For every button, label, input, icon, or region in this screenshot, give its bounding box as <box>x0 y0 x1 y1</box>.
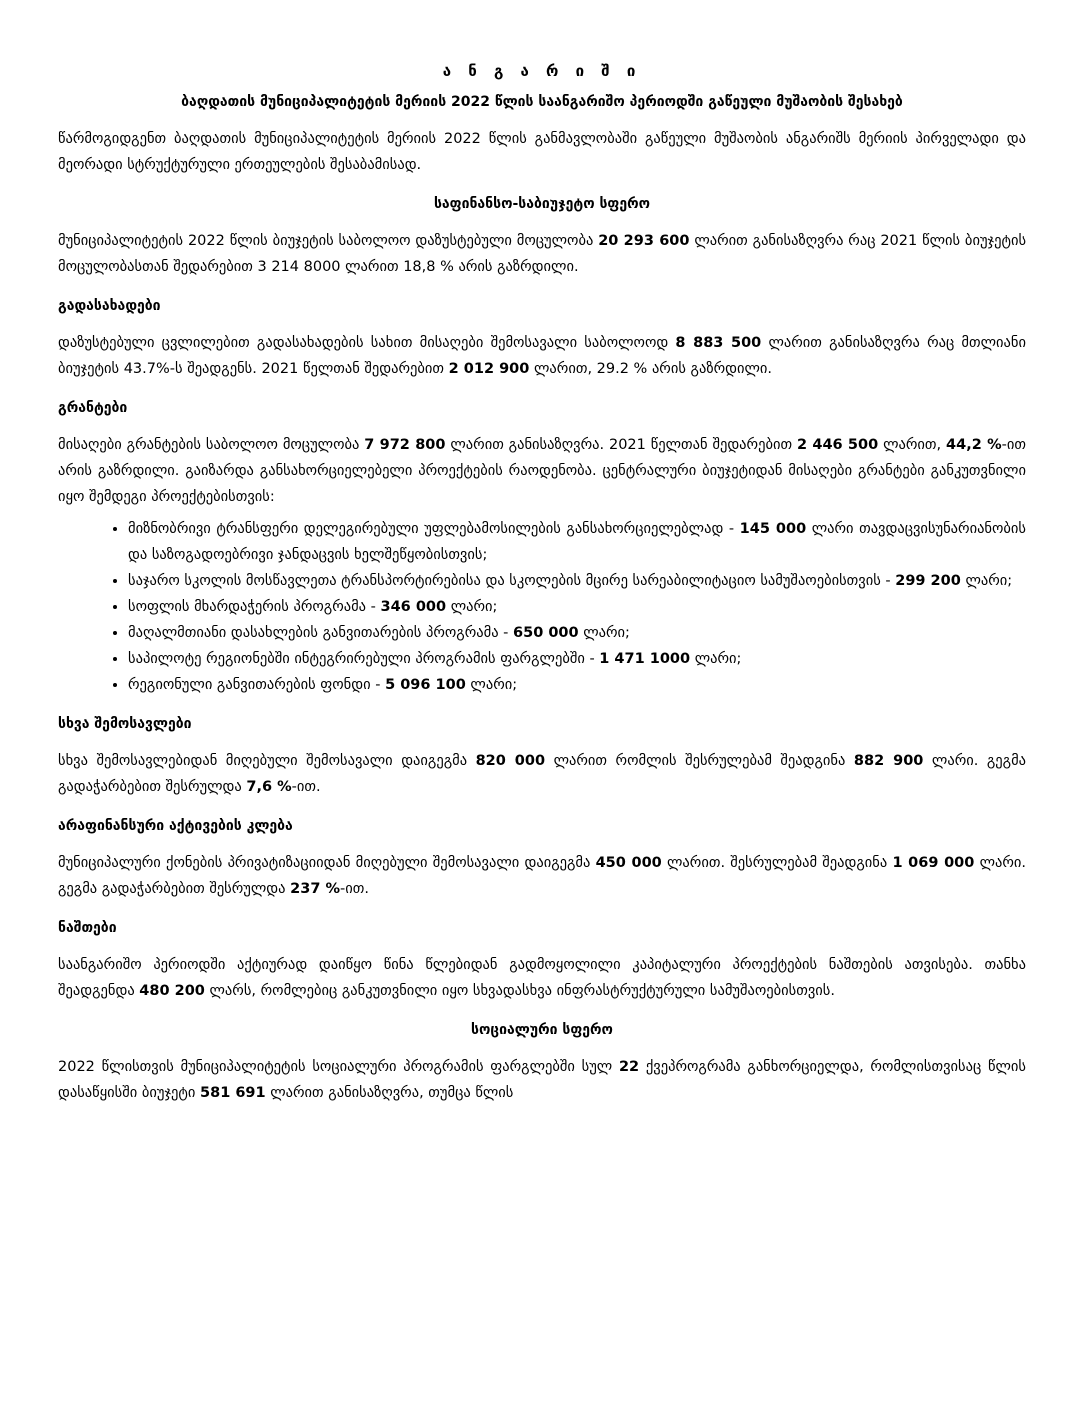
list-item: • მაღალმთიანი დასახლების განვითარების პროგრამა - 650 000 ლარი; <box>128 620 1026 646</box>
grants-heading: გრანტები <box>58 400 128 416</box>
document-subtitle: ბაღდათის მუნიციპალიტეტის მერიის 2022 წლის საანგარიშო პერიოდში გაწეული მუშაობის შესახებ <box>181 94 903 110</box>
other-income-heading: სხვა შემოსავლები <box>58 716 192 732</box>
balances-heading: ნაშთები <box>58 920 117 936</box>
document-page <box>58 62 1026 1106</box>
taxes-paragraph: დაზუსტებული ცვლილებით გადასახადების სახით მისაღები შემოსავალი საბოლოოდ 8 883 500 ლარით განისაზღვრა რაც მთლიანი ბიუჯეტის 43.7%-ს შეადგენს. 2021 წელთან შედარებით 2 012 900 ლარით, 29.2 % არის გაზრდილი. <box>58 335 1027 377</box>
list-item: • საჯარო სკოლის მოსწავლეთა ტრანსპორტირებისა და სკოლების მცირე სარეაბილიტაციო სამუშაოებისთვის - 299 200 ლარი; <box>128 568 1026 594</box>
list-item: • საპილოტე რეგიონებში ინტეგრირებული პროგრამის ფარგლებში - 1 471 1000 ლარი; <box>128 646 1026 672</box>
grants-list <box>58 516 1026 698</box>
nonfinancial-assets-heading: არაფინანსური აქტივების კლება <box>58 818 293 834</box>
social-section-heading: სოციალური სფერო <box>471 1022 613 1038</box>
social-paragraph: 2022 წლისთვის მუნიციპალიტეტის სოციალური პროგრამის ფარგლებში სულ 22 ქვეპროგრამა განხორციელდა, რომლისთვისაც წლის დასაწყისში ბიუჯეტი 581 691 ლარით განისაზღვრა, თუმცა წლის <box>58 1059 1026 1101</box>
finance-section-heading: საფინანსო-საბიუჯეტო სფერო <box>433 196 651 212</box>
taxes-heading: გადასახადები <box>58 298 161 314</box>
other-income-paragraph: სხვა შემოსავლებიდან მიღებული შემოსავალი დაიგეგმა 820 000 ლარით რომლის შესრულებამ შეადგინა 882 900 ლარი. გეგმა გადაჭარბებით შესრულდა 7,6 %-ით. <box>58 753 1027 795</box>
grants-paragraph: მისაღები გრანტების საბოლოო მოცულობა 7 972 800 ლარით განისაზღვრა. 2021 წელთან შედარებით 2 446 500 ლარით, 44,2 %-ით არის გაზრდილი. გაიზარდა განსახორციელებელი პროექტების რაოდენობა. ცენტრალური ბიუჯეტიდან მისაღები გრანტები განკუთვნილი იყო შემდეგი პროექტებისთვის: <box>58 437 1027 505</box>
list-item: • სოფლის მხარდაჭერის პროგრამა - 346 000 ლარი; <box>128 594 1026 620</box>
list-item: • რეგიონული განვითარების ფონდი - 5 096 100 ლარი; <box>128 672 1026 698</box>
nonfinancial-assets-paragraph: მუნიციპალური ქონების პრივატიზაციიდან მიღებული შემოსავალი დაიგეგმა 450 000 ლარით. შესრულებამ შეადგინა 1 069 000 ლარი. გეგმა გადაჭარბებით შესრულდა 237 %-ით. <box>58 855 1027 897</box>
document-title: ა ნ გ ა რ ი შ ი <box>442 62 642 80</box>
balances-paragraph: საანგარიშო პერიოდში აქტიურად დაიწყო წინა წლებიდან გადმოყოლილი კაპიტალური პროექტების ნაშთების ათვისება. თანხა შეადგენდა 480 200 ლარს, რომლებიც განკუთვნილი იყო სხვადასხვა ინფრასტრუქტურული სამუშაოებისთვის. <box>58 957 1026 999</box>
intro-paragraph: წარმოგიდგენთ ბაღდათის მუნიციპალიტეტის მერიის 2022 წლის განმავლობაში გაწეული მუშაობის ანგარიშს მერიის პირველადი და მეორადი სტრუქტურული ერთეულების შესაბამისად. <box>58 131 1026 173</box>
list-item: • მიზნობრივი ტრანსფერი დელეგირებული უფლებამოსილების განსახორციელებლად - 145 000 ლარი თავდაცვისუნარიანობის და საზოგადოებრივი ჯანდაცვის ხელშეწყობისთვის; <box>128 516 1026 568</box>
finance-paragraph: მუნიციპალიტეტის 2022 წლის ბიუჯეტის საბოლოო დაზუსტებული მოცულობა 20 293 600 ლარით განისაზღვრა რაც 2021 წლის ბიუჯეტის მოცულობასთან შედარებით 3 214 8000 ლარით 18,8 % არის გაზრდილი. <box>58 233 1027 275</box>
